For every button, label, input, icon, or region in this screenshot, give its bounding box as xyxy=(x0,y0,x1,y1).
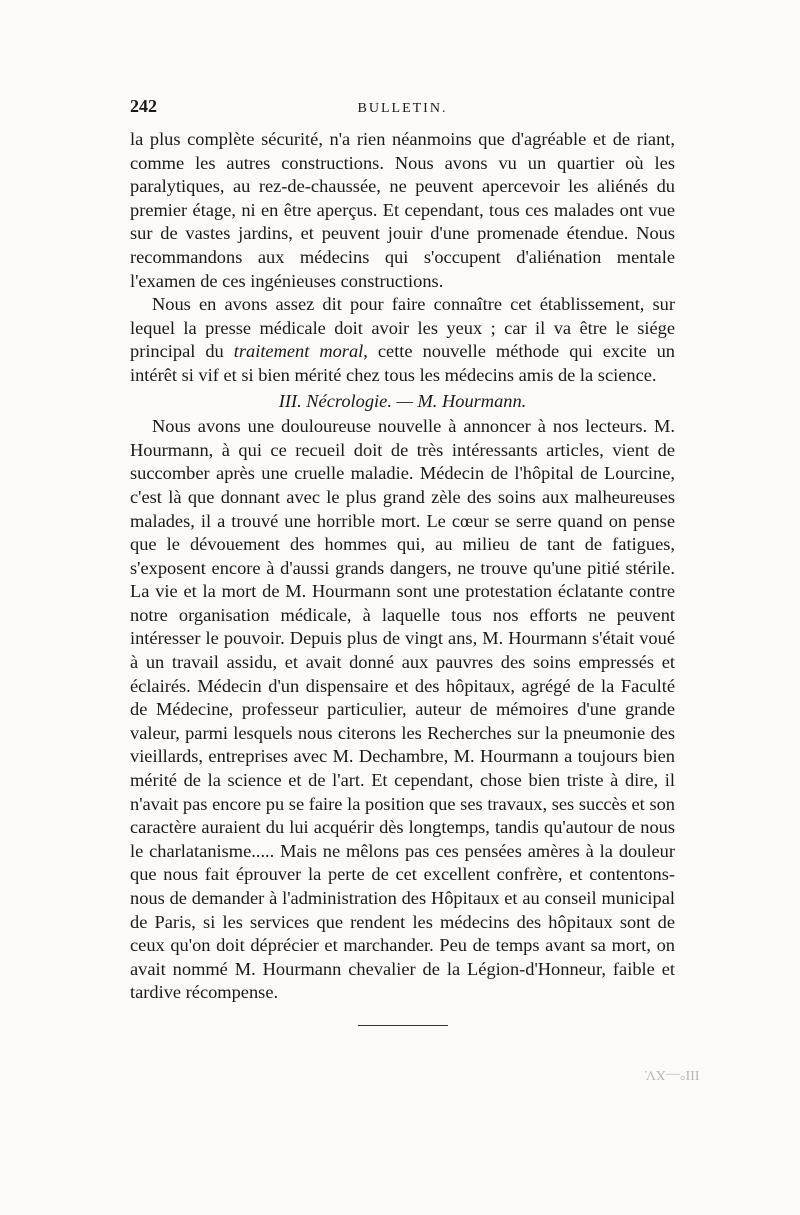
book-page xyxy=(130,96,675,1026)
page-number: 242 xyxy=(130,96,157,116)
bleed-through-mark: III°—XV. xyxy=(644,1067,700,1082)
paragraph-continuation: la plus complète sécurité, n'a rien néanmoins que d'agréable et de riant, comme les autres constructions. Nous avons vu un quartier où les paralytiques, au rez-de-chaussée, ne peuvent apercevoir les aliénés du premier étage, ni en être aperçus. Et cependant, tous ces malades ont vue sur de vastes jardins, et peuvent jouir d'une promenade étendue. Nous recommandons aux médecins qui s'occupent d'aliénation mentale l'examen de ces ingénieuses constructions. xyxy=(130,129,675,291)
running-title: BULLETIN. xyxy=(357,101,448,116)
italic-phrase: traitement moral xyxy=(233,341,364,362)
page-header xyxy=(130,96,675,122)
paragraph-obituary: Nous avons une douloureuse nouvelle à annoncer à nos lecteurs. M. Hourmann, à qui ce recueil doit de très intéressants articles, vient de succomber après une cruelle maladie. Médecin de l'hôpital de Lourcine, c'est là que donnant avec le plus grand zèle des soins aux malheureuses malades, il a trouvé une horrible mort. Le cœur se serre quand on pense que le dévouement des hommes qui, au milieu de tant de fatigues, s'exposent encore à d'aussi grands dangers, ne trouve qu'une pitié stérile. La vie et la mort de M. Hourmann sont une protestation éclatante contre notre organisation médicale, à laquelle tous nos efforts ne peuvent intéresser le pouvoir. Depuis plus de vingt ans, M. Hourmann s'était voué à un travail assidu, et avait donné aux pauvres des soins empressés et éclairés. Médecin d'un dispensaire et des hôpitaux, agrégé de la Faculté de Médecine, professeur particulier, auteur de mémoires d'une grande valeur, parmi lesquels nous citerons les Recherches sur la pneumonie des vieillards, entreprises avec M. Dechambre, M. Hourmann a toujours bien mérité de la science et de l'art. Et cependant, chose bien triste à dire, il n'avait pas encore pu se faire la position que ses travaux, ses succès et son caractère auraient du lui acquérir dès longtemps, tandis qu'autour de nous le charlatanisme..... Mais ne mêlons pas ces pensées amères à la douleur que nous fait éprouver la perte de cet excellent confrère, et contentons-nous de demander à l'administration des Hôpitaux et au conseil municipal de Paris, si les services que rendent les médecins des hôpitaux sont de ceux qu'on doit déprécier et marchander. Peu de temps avant sa mort, on avait nommé M. Hourmann chevalier de la Légion-d'Honneur, faible et tardive récompense. xyxy=(130,416,675,1003)
closing-rule xyxy=(358,1025,448,1026)
section-heading: III. Nécrologie. — M. Hourmann. xyxy=(278,390,527,411)
paragraph-text: Nous en avons assez dit pour faire connaître cet établissement, sur lequel la presse médicale doit avoir les yeux ; car il va être le siége principal du xyxy=(130,294,675,362)
paragraph-establishment xyxy=(130,293,675,387)
paragraph-text: , cette nouvelle méthode qui excite un intérêt si vif et si bien mérité chez tous les médecins amis de la science. xyxy=(130,341,675,385)
body-text xyxy=(130,128,675,1005)
